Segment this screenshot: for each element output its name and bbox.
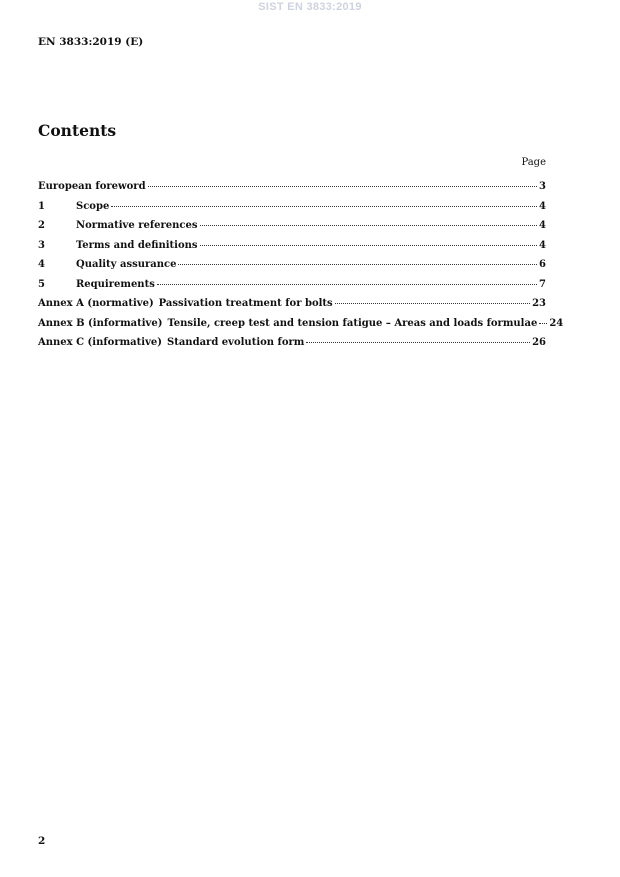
- toc-entry-requirements[interactable]: [38, 279, 546, 299]
- toc-entry-page: 7: [539, 278, 546, 290]
- toc-leader-dots: [306, 342, 530, 343]
- toc-leader-dots: [111, 206, 537, 207]
- toc-entry-european-foreword[interactable]: [38, 181, 546, 201]
- toc-leader-dots: [335, 303, 530, 304]
- toc-entry-page: 4: [539, 239, 546, 251]
- toc-entry-title[interactable]: Scope: [76, 200, 110, 212]
- toc-entry-annex-label: Annex C (informative): [38, 337, 162, 348]
- toc-entry-number: 3: [38, 239, 45, 251]
- toc-leader-dots: [200, 225, 538, 226]
- toc-entry-title[interactable]: Standard evolution form: [166, 337, 305, 348]
- contents-heading: Contents: [38, 121, 117, 140]
- toc-entry-title[interactable]: Normative references: [76, 220, 198, 231]
- toc-entry-page: 6: [539, 259, 546, 270]
- toc-entry-title[interactable]: Terms and definitions: [76, 239, 198, 251]
- document-id: EN 3833:2019 (E): [38, 36, 144, 48]
- toc-entry-title[interactable]: Tensile, creep test and tension fatigue – Areas and loads formulae: [167, 317, 538, 329]
- toc-entry-quality-assurance[interactable]: [38, 259, 546, 279]
- watermark: SIST EN 3833:2019: [258, 1, 362, 13]
- toc-entry-title[interactable]: Passivation treatment for bolts: [158, 298, 333, 309]
- toc-leader-dots: [157, 284, 537, 285]
- toc-leader-dots: [539, 323, 547, 324]
- toc-entry-number: 4: [38, 259, 45, 270]
- toc-entry-page: 26: [532, 337, 546, 348]
- toc-leader-dots: [178, 264, 537, 265]
- toc-entry-page: 4: [539, 200, 546, 212]
- toc-entry-annex-c[interactable]: [38, 337, 546, 357]
- toc-entry-terms-and-definitions[interactable]: [38, 240, 546, 260]
- toc-leader-dots: [148, 186, 537, 187]
- page-number: 2: [38, 835, 46, 847]
- toc-entry-scope[interactable]: [38, 201, 546, 221]
- toc-entry-annex-a[interactable]: [38, 298, 546, 318]
- toc-entry-number: 2: [38, 220, 45, 231]
- toc-entry-page: 3: [539, 181, 546, 192]
- toc-entry-normative-references[interactable]: [38, 220, 546, 240]
- toc-entry-annex-label: Annex A (normative): [38, 298, 154, 309]
- toc-entry-number: 5: [38, 278, 45, 290]
- toc-entry-annex-b[interactable]: [38, 317, 564, 338]
- toc-entry-annex-label: Annex B (informative): [38, 317, 163, 329]
- toc-leader-dots: [200, 245, 538, 246]
- page-column-label: Page: [521, 157, 546, 168]
- toc-entry-number: 1: [38, 200, 45, 212]
- table-of-contents: [38, 181, 564, 357]
- toc-entry-title[interactable]: Quality assurance: [76, 259, 177, 270]
- toc-entry-page: 23: [532, 298, 546, 309]
- toc-entry-title[interactable]: Requirements: [76, 278, 155, 290]
- toc-entry-page: 4: [539, 220, 546, 231]
- toc-entry-page: 24: [549, 317, 564, 329]
- toc-entry-title[interactable]: European foreword: [38, 181, 146, 192]
